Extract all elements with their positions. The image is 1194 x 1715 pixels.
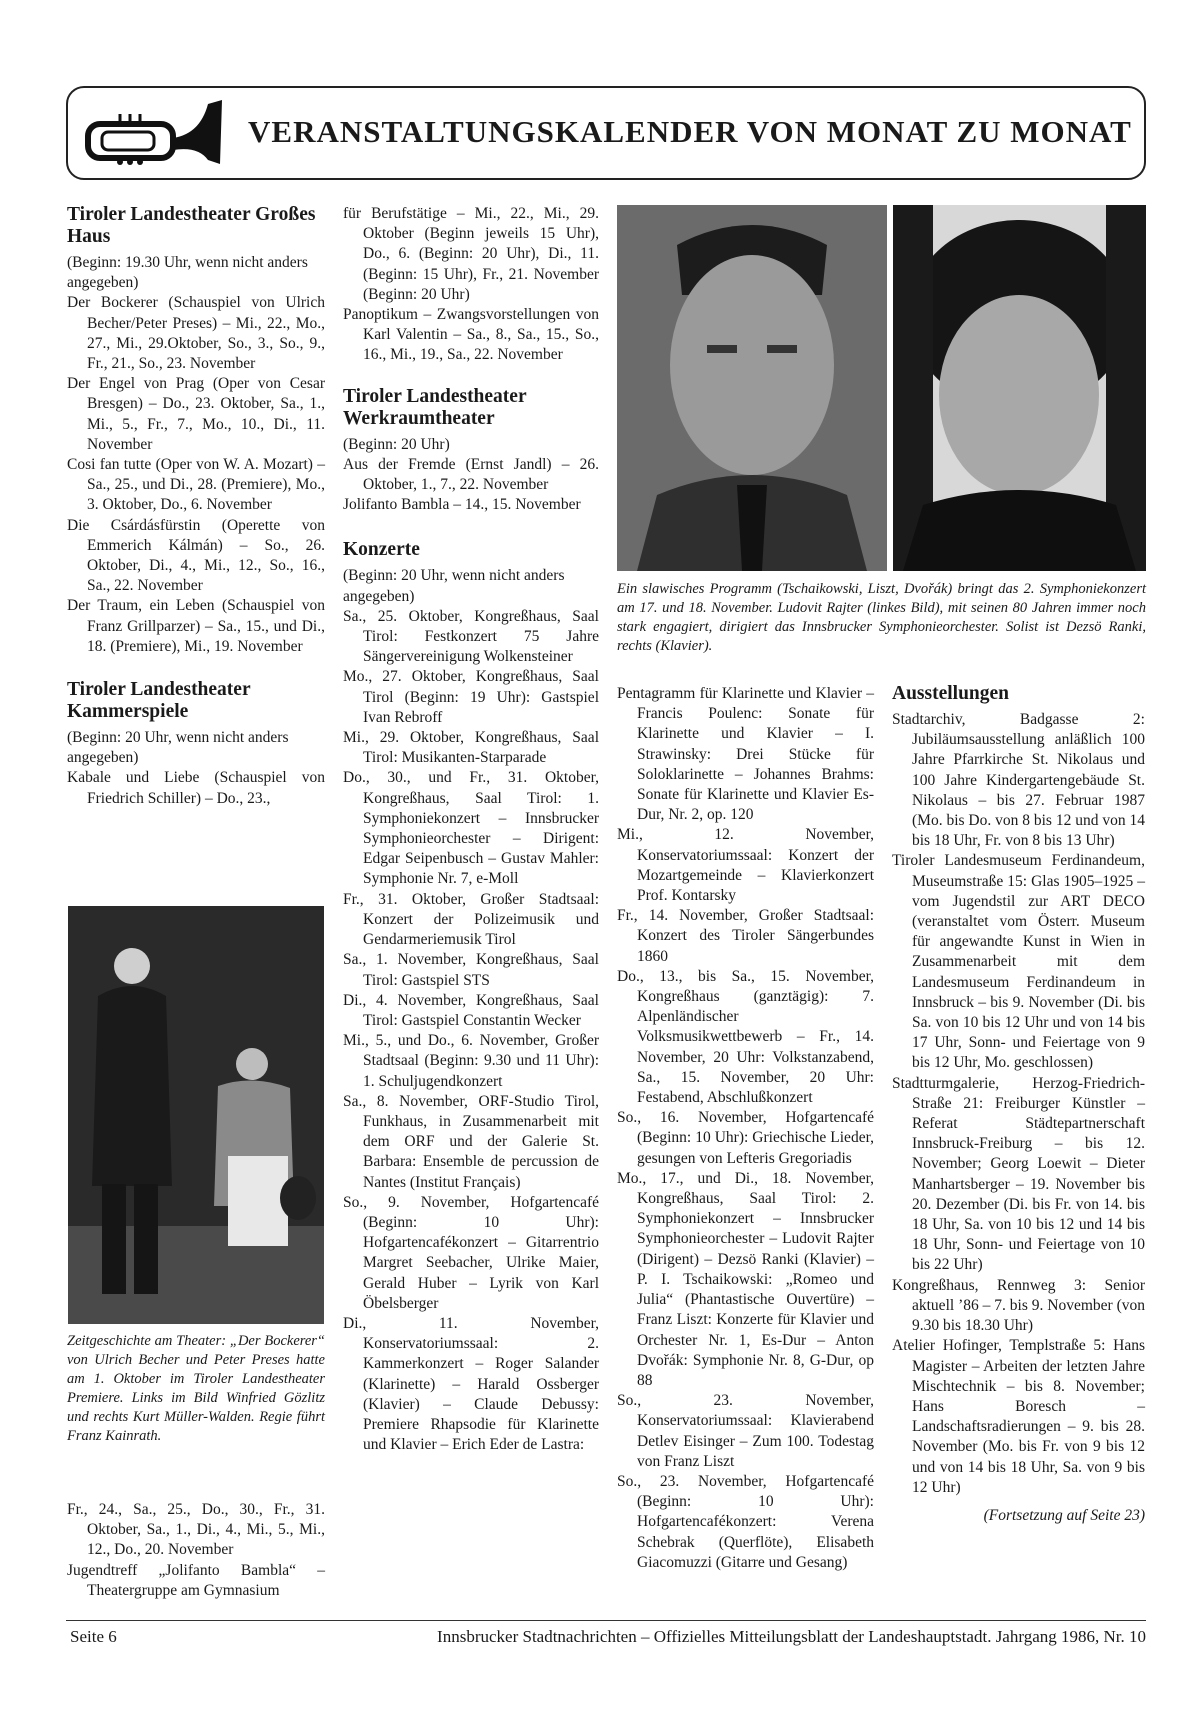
event-entry: für Berufstätige – Mi., 22., Mi., 29. Oktober (Beginn jeweils 15 Uhr), Do., 6. (Beginn: 20 Uhr), Di., 11. (Beginn: 15 Uhr), Fr., 21. November (Beginn: 20 Uhr): [343, 205, 599, 303]
portrait-ranki-image: [893, 205, 1146, 571]
column-4: [892, 683, 1145, 1526]
event-entry: Sa., 8. November, ORF-Studio Tirol, Funkhaus, in Zusammenarbeit mit dem ORF und der Galerie St. Barbara: Ensemble de percussion de Nantes (Institut Français): [343, 1092, 599, 1191]
event-entry: So., 23. November, Hofgartencafé (Beginn: 10 Uhr): Hofgartencafékonzert: Verena Schebrak (Querflöte), Elisabeth Giacomuzzi (Gitarre und Gesang): [617, 1472, 874, 1571]
entries-column-2-top: [343, 204, 599, 366]
event-entry: So., 23. November, Konservatoriumssaal: Klavierabend Detlev Eisinger – Zum 100. Todestag von Franz Liszt: [617, 1392, 874, 1470]
tuba-logo-icon: [80, 94, 230, 174]
event-entry: Mi., 5., und Do., 6. November, Großer Stadtsaal (Beginn: 9.30 und 11 Uhr): 1. Schuljugendkonzert: [343, 1032, 599, 1090]
event-entry: Atelier Hofinger, Templstraße 5: Hans Magister – Arbeiten der letzten Jahre Mischtechnik – bis 8. November; Hans Boresch – Landschaftsradierungen – 9. bis 28. November (Mo. bis Fr. von 9 bis 12 und von 14 bis 18 Uhr, Sa. von 9 bis 12 Uhr): [892, 1337, 1145, 1496]
event-entry: Pentagramm für Klarinette und Klavier – Francis Poulenc: Sonate für Klarinette und Klavier – I. Strawinsky: Drei Stücke für Soloklarinette – Johannes Brahms: Sonate für Klarinette und Klavier Es-Dur, Nr. 2, op. 120: [617, 685, 874, 824]
note-konzerte: (Beginn: 20 Uhr, wenn nicht anders angegeben): [343, 567, 565, 605]
event-entry: Fr., 24., Sa., 25., Do., 30., Fr., 31. Oktober, Sa., 1., Di., 4., Mi., 5., Mi., 12., Do., 20. November: [67, 1501, 325, 1559]
heading-ausstellungen: Ausstellungen: [892, 683, 1010, 704]
event-entry: Der Engel von Prag (Oper von Cesar Bresgen) – Do., 23. Oktober, Sa., 1., Mi., 5., Fr., 7., Mo., 10., Di., 11. November: [67, 375, 325, 453]
event-entry: Mi., 29. Oktober, Kongreßhaus, Saal Tirol: Musikanten-Starparade: [343, 729, 599, 767]
page-number: Seite 6: [70, 1627, 117, 1646]
heading-werkraumtheater: Tiroler Landestheater Werkraumtheater: [343, 385, 527, 429]
heading-konzerte: Konzerte: [343, 539, 420, 561]
event-entry: Mo., 17., und Di., 18. November, Kongreßhaus, Saal Tirol: 2. Symphoniekonzert – Innsbrucker Symphonieorchester – Ludovit Rajter (Dirigent) – Dezsö Ranki (Klavier) – P. I. Tschaikowski: „Romeo und Julia“ (Phantastische Ouvertüre) – Franz Liszt: Konzerte für Klavier und Orchester Nr. 1, Es-Dur – Anton Dvořák: Symphonie Nr. 8, G-Dur, op 88: [617, 1169, 874, 1389]
event-entry: Fr., 31. Oktober, Großer Stadtsaal: Konzert der Polizeimusik und Gendarmeriemusik Tirol: [343, 890, 599, 949]
column-2: [343, 204, 599, 1455]
theater-scene-image: [68, 906, 324, 1324]
event-entry: Sa., 25. Oktober, Kongreßhaus, Saal Tirol: Festkonzert 75 Jahre Sängervereinigung Wolkensteiner: [343, 607, 599, 666]
note-werkraumtheater: (Beginn: 20 Uhr): [343, 435, 450, 453]
event-entry: Tiroler Landesmuseum Ferdinandeum, Museumstraße 15: Glas 1905–1925 – vom Jugendstil zur ART DECO (veranstaltet vom Österr. Museum für angewandte Kunst in Wien in Zusammenarbeit mit dem Landesmuseum Ferdinandeum in Innsbruck – bis 9. November (Di. bis Sa. von 10 bis 12 Uhr und von 14 bis 17 Uhr, Sonn- und Feiertage von 9 bis 12 Uhr, Mo. geschlossen): [892, 852, 1145, 1072]
column-1-bottom: [67, 1500, 325, 1601]
heading-grosses-haus: Tiroler Landestheater Großes Haus: [67, 204, 316, 247]
note-grosses-haus: (Beginn: 19.30 Uhr, wenn nicht anders angegeben): [67, 254, 308, 292]
page-title: VERANSTALTUNGSKALENDER VON MONAT ZU MONAT: [248, 114, 1132, 149]
event-entry: Do., 30., und Fr., 31. Oktober, Kongreßhaus, Saal Tirol: 1. Symphoniekonzert – Innsbrucker Symphonieorchester – Dirigent: Edgar Seipenbusch – Gustav Mahler: Symphonie Nr. 7, e-Moll: [343, 769, 599, 888]
event-entry: Kabale und Liebe (Schauspiel von Friedrich Schiller) – Do., 23.,: [67, 769, 325, 807]
event-entry: Di., 11. November, Konservatoriumssaal: 2. Kammerkonzert – Roger Salander (Klarinette) – Harald Ossberger (Klavier) – Claude Debussy: Premiere Rhapsodie für Klarinette und Klavier – Erich Eder de Lastra:: [343, 1314, 599, 1454]
page-footer: [66, 1620, 1146, 1646]
event-entry: Kongreßhaus, Rennweg 3: Senior aktuell ’86 – 7. bis 9. November (von 9.30 bis 18.30 Uhr): [892, 1276, 1145, 1335]
event-entry: Panoptikum – Zwangsvorstellungen von Karl Valentin – Sa., 8., Sa., 15., So., 16., Mi., 19., Sa., 22. November: [343, 306, 599, 364]
event-entry: Die Csárdásfürstin (Operette von Emmerich Kálmán) – So., 26. Oktober, Di., 4., Mi., 12., So., 16., Sa., 22. November: [67, 516, 325, 595]
event-entry: Aus der Fremde (Ernst Jandl) – 26. Oktober, 1., 7., 22. November: [343, 455, 599, 494]
entries-kammerspiele: [67, 768, 325, 808]
entries-column-3: [617, 684, 874, 1573]
event-entry: Fr., 14. November, Großer Stadtsaal: Konzert des Tiroler Sängerbundes 1860: [617, 907, 874, 965]
event-entry: Cosi fan tutte (Oper von W. A. Mozart) – Sa., 25., und Di., 28. (Premiere), Mo., 3. Oktober, Do., 6. November: [67, 456, 325, 514]
portrait-ranki: [893, 205, 1146, 571]
entries-grosses-haus: [67, 293, 325, 657]
theater-photo-caption: Zeitgeschichte am Theater: „Der Bockerer“ von Ulrich Becher und Peter Preses hatte am 1. Oktober im Tiroler Landestheater Premiere. Links im Bild Winfried Gözlitz und rechts Kurt Müller-Walden. Regie führt Franz Kainrath.: [67, 1333, 325, 1444]
column-1: [67, 204, 325, 809]
note-kammerspiele: (Beginn: 20 Uhr, wenn nicht anders angegeben): [67, 729, 289, 767]
event-entry: So., 16. November, Hofgartencafé (Beginn: 10 Uhr): Griechische Lieder, gesungen von Lefteris Gregoriadis: [617, 1109, 874, 1167]
entries-column-1-bottom: [67, 1500, 325, 1601]
event-entry: Stadtturmgalerie, Herzog-Friedrich-Straße 21: Freiburger Künstler – Referat Städtepartnerschaft Innsbruck-Freiburg – bis 12. November; Georg Loewit – Dieter Manhartsberger – 19. November bis 20. Dezember (Di. bis Fr. von 14. bis 18 Uhr, Sa. von 10 bis 12 und 14 bis 18 Uhr, Sonn- und Feiertage von 10 bis 22 Uhr): [892, 1074, 1145, 1274]
continuation-note: (Fortsetzung auf Seite 23): [983, 1506, 1145, 1524]
event-entry: Der Traum, ein Leben (Schauspiel von Franz Grillparzer) – Sa., 15., und Di., 18. (Premiere), Mi., 19. November: [67, 597, 325, 655]
entries-ausstellungen: [892, 710, 1145, 1498]
event-entry: Sa., 1. November, Kongreßhaus, Saal Tirol: Gastspiel STS: [343, 951, 599, 989]
portrait-caption: Ein slawisches Programm (Tschaikowski, Liszt, Dvořák) bringt das 2. Symphoniekonzert am 17. und 18. November. Ludovit Rajter (linkes Bild), mit seinen 80 Jahren immer noch stark engagiert, dirigiert das Innsbrucker Symphonieorchester. Solist ist Dezsö Ranki, rechts (Klavier).: [617, 581, 1146, 654]
event-entry: Mi., 12. November, Konservatoriumssaal: Konzert der Mozartgemeinde – Klavierkonzert Prof. Kontarsky: [617, 826, 874, 905]
portrait-rajter-image: [617, 205, 887, 571]
portrait-rajter: [617, 205, 887, 571]
header-banner: [66, 86, 1146, 180]
column-3: [617, 684, 874, 1573]
entries-werkraumtheater: [343, 455, 599, 516]
event-entry: Do., 13., bis Sa., 15. November, Kongreßhaus (ganztägig): 7. Alpenländischer Volksmusikwettbewerb – Fr., 14. November, 20 Uhr: Volkstanzabend, Sa., 15. November, 20 Uhr: Festabend, Abschlußkonzert: [617, 967, 874, 1107]
event-entry: Stadtarchiv, Badgasse 2: Jubiläumsausstellung anläßlich 100 Jahre Pfarrkirche St. Nikolaus und 100 Jahre Kindergartengebäude St. Nikolaus – bis 27. Februar 1987 (Mo. bis Do. von 8 bis 12 und von 14 bis 18 Uhr, Fr. von 8 bis 13 Uhr): [892, 711, 1145, 850]
event-entry: So., 9. November, Hofgartencafé (Beginn: 10 Uhr): Hofgartencafékonzert – Gitarrentrio Margret Seebacher, Ulrike Maier, Gerald Huber – Lyrik von Karl Öbelsberger: [343, 1193, 599, 1312]
heading-kammerspiele: Tiroler Landestheater Kammerspiele: [67, 679, 251, 723]
event-entry: Di., 4. November, Kongreßhaus, Saal Tirol: Gastspiel Constantin Wecker: [343, 991, 599, 1029]
event-entry: Mo., 27. Oktober, Kongreßhaus, Saal Tirol (Beginn: 19 Uhr): Gastspiel Ivan Rebroff: [343, 668, 599, 726]
theater-photo: [68, 906, 324, 1324]
publication-line: Innsbrucker Stadtnachrichten – Offizielles Mitteilungsblatt der Landeshauptstadt. Jahrgang 1986, Nr. 10: [437, 1627, 1146, 1646]
event-entry: Jolifanto Bambla – 14., 15. November: [343, 496, 581, 514]
entries-konzerte: [343, 607, 599, 1456]
event-entry: Der Bockerer (Schauspiel von Ulrich Becher/Peter Preses) – Mi., 22., Mo., 27., Mi., 29.Oktober, So., 3., So., 9., Fr., 21., So., 23. November: [67, 294, 325, 373]
event-entry: Jugendtreff „Jolifanto Bambla“ – Theatergruppe am Gymnasium: [67, 1561, 325, 1599]
